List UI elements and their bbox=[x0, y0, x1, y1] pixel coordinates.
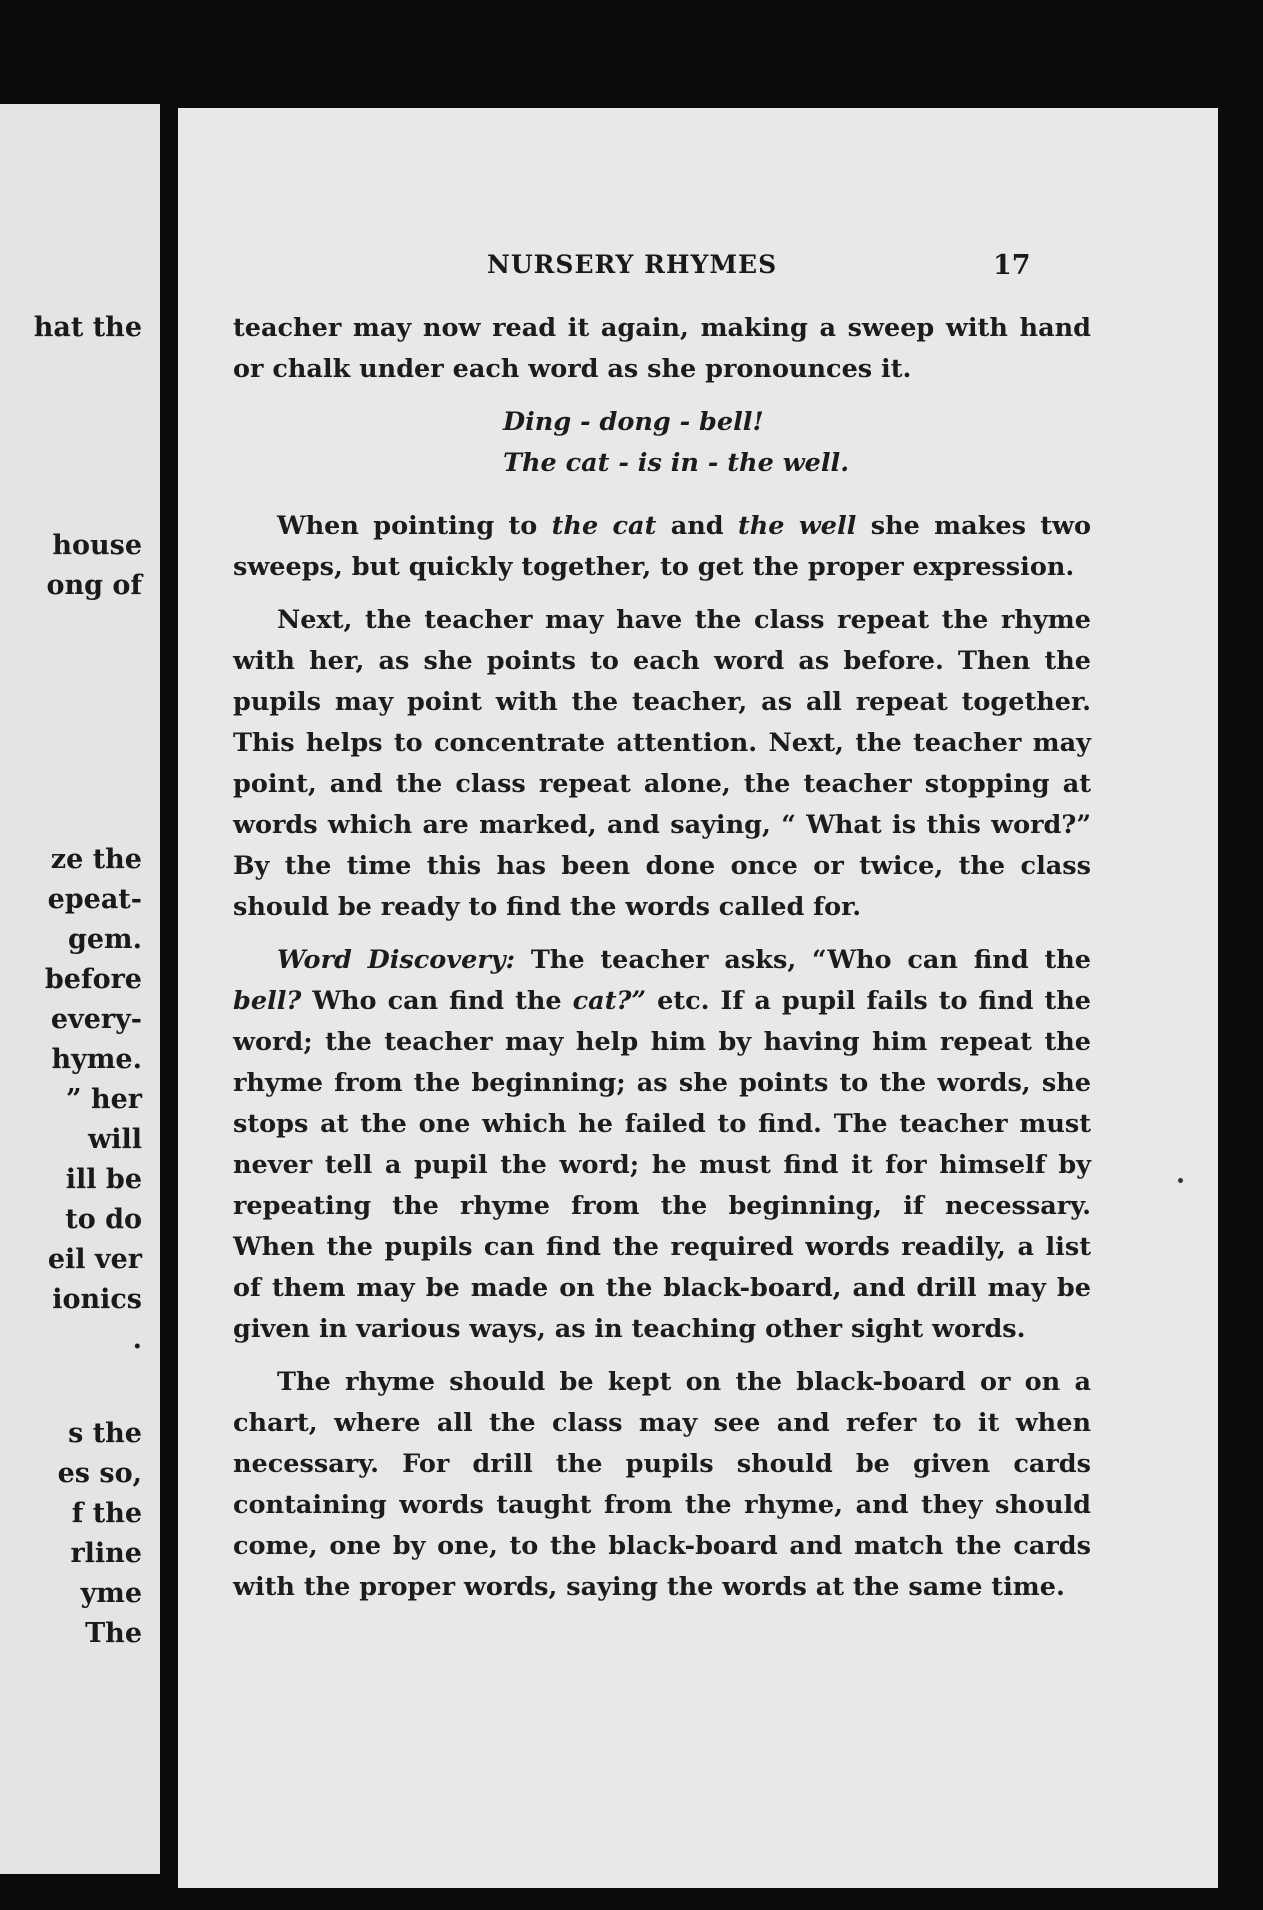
emphasis: the cat bbox=[551, 511, 657, 541]
left-page-line: f the bbox=[71, 1498, 142, 1529]
text-run: etc. If a pupil fails to find the word; the teacher may help him by having him repeat the rhyme from the beginning; as she points to the words, she stops at the one which he failed to find. The teacher must never tell a pupil the word; he must find it for himself by repeating the rhyme from the beginning, if necessary. When the pupils can find the required words readily, a list of them may be made on the black-board, and drill may be given in various ways, as in teaching other sight words. bbox=[233, 986, 1091, 1344]
left-page-line: hat the bbox=[33, 312, 142, 343]
emphasis: cat?” bbox=[572, 986, 647, 1016]
book-gutter bbox=[160, 90, 178, 1890]
page-number: 17 bbox=[993, 250, 1031, 281]
book-page bbox=[178, 108, 1218, 1888]
left-page-line: s the bbox=[68, 1418, 142, 1449]
left-page-line: hyme. bbox=[51, 1044, 142, 1075]
scan-border bbox=[1218, 100, 1263, 1910]
left-page-line: epeat- bbox=[47, 884, 142, 915]
left-page-line: . bbox=[132, 1324, 142, 1355]
left-page-line: rline bbox=[70, 1538, 142, 1569]
left-page-line: before bbox=[44, 964, 142, 995]
left-page-line: yme bbox=[80, 1578, 142, 1609]
verse-line: Ding - dong - bell! bbox=[503, 407, 764, 437]
section-label: Word Discovery: bbox=[277, 945, 516, 975]
text-run: Who can find the bbox=[301, 986, 573, 1016]
emphasis: bell? bbox=[233, 986, 302, 1016]
previous-page-fragment bbox=[0, 104, 160, 1874]
print-speck bbox=[1178, 1178, 1183, 1183]
left-page-line: es so, bbox=[57, 1458, 142, 1489]
text-run: she makes two sweeps, but quickly together, to get the proper expression. bbox=[233, 511, 1091, 582]
left-page-line: ” her bbox=[66, 1084, 142, 1115]
emphasis: the well bbox=[737, 511, 857, 541]
paragraph-continued: teacher may now read it again, making a sweep with hand or chalk under each word as she pronounces it. bbox=[233, 313, 1091, 384]
paragraph-word-discovery bbox=[233, 940, 1091, 1350]
left-page-line: to do bbox=[65, 1204, 142, 1235]
paragraph-drill: The rhyme should be kept on the black-board or on a chart, where all the class may see and refer to it when necessary. For drill the pupils should be given cards containing words taught from the rhyme, and they should come, one by one, to the black-board and match the cards with the proper words, saying the words at the same time. bbox=[233, 1367, 1091, 1602]
left-page-line: ong of bbox=[46, 570, 142, 601]
running-title: NURSERY RHYMES bbox=[487, 250, 778, 279]
text-run: and bbox=[656, 511, 738, 541]
page-header bbox=[178, 250, 1218, 290]
body-text bbox=[233, 308, 1091, 1620]
left-page-line: ionics bbox=[52, 1284, 142, 1315]
text-run: The teacher asks, “Who can find the bbox=[515, 945, 1091, 975]
text-run: When pointing to bbox=[277, 511, 552, 541]
left-page-line: ze the bbox=[50, 844, 142, 875]
left-page-line: every- bbox=[50, 1004, 142, 1035]
left-page-line: house bbox=[52, 530, 142, 561]
left-page-line: gem. bbox=[67, 924, 142, 955]
left-page-line: The bbox=[85, 1618, 142, 1649]
left-page-line: ill be bbox=[65, 1164, 142, 1195]
left-page-line: will bbox=[87, 1124, 142, 1155]
paragraph-repeat: Next, the teacher may have the class repeat the rhyme with her, as she points to each word as before. Then the pupils may point with the teacher, as all repeat together. This helps to concentrate attention. Next, the teacher may point, and the class repeat alone, the teacher stopping at words which are marked, and saying, “ What is this word?” By the time this has been done once or twice, the class should be ready to find the words called for. bbox=[233, 605, 1091, 922]
paragraph-pointing bbox=[233, 506, 1091, 588]
left-page-line: eil ver bbox=[47, 1244, 142, 1275]
rhyme-verse bbox=[503, 402, 1091, 484]
verse-line: The cat - is in - the well. bbox=[503, 448, 850, 478]
